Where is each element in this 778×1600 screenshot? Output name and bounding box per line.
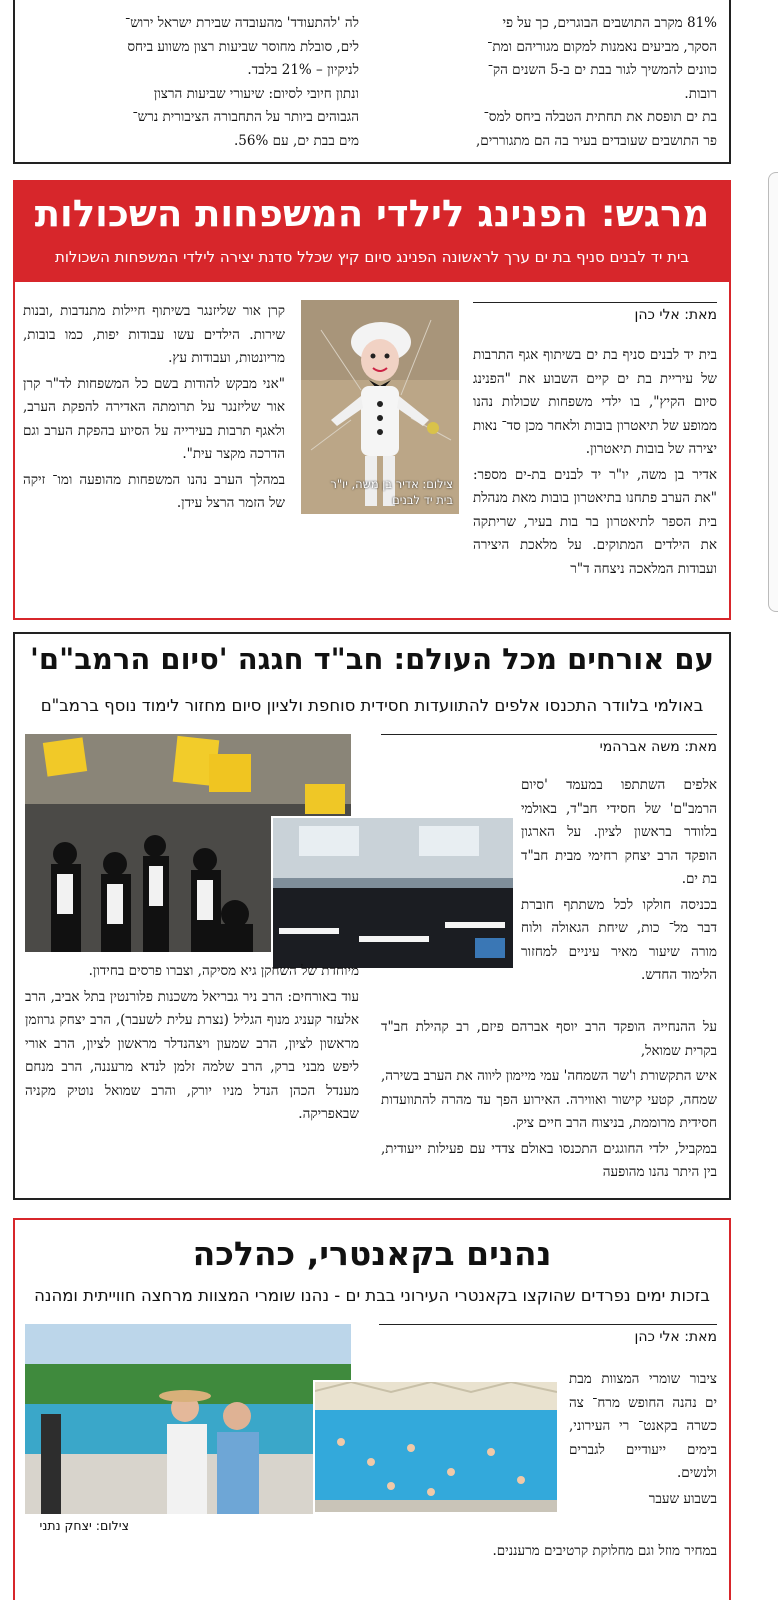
- top-article-col-left: לה 'להתעודד' מהעובדה שבירת ישראל ירוש־ לים, סובלת מחוסר שביעות רצון משווע ביחס לניקיון – 21% בלבד. ונתון חיובי לסיום: שיעורי שביעות הרצון הגבוהים ביותר על התחבורה הציבורית נרש־ מים בבת ים, עם 56%.: [125, 15, 359, 149]
- article-col-left: מיוחדת של השחקן גיא מסיקה, וצברו פרסים בחידון. עוד באורחים: הרב ניר גבריאל משכנות פלורנטין בתל אביב, הרב אלעזר קעניג מנוף הגליל (נצרת עלית לשעבר), הרב יצחק גרוזמן מראשון לציון, הרב שמעון ויצהנדלר מראשון לציון, הרב אורי ליפש מבני ברק, הרב שלמה זלמן לנדא מרעננה, הרב מנחם מענדל הכהן הנדל מניו יורק, והרב שמואל נוטיק מקניה שבאפריקה.: [25, 963, 359, 1122]
- pool-photo-right: [313, 1380, 559, 1514]
- top-article-col-right: 81% מקרב התושבים הבוגרים, כך על פי הסקר, מביעים נאמנות למקום מגוריהם ומת־ כוונים להמשיך לגור בבת ים ב-5 השנים הק־ רובות. בת ים תופסת את תחתית הטבלה ביחס למס־ פר התושבים שעובדים בעיר בה הם מתגוררים,: [476, 15, 717, 149]
- pool-photo-left: [25, 1324, 351, 1514]
- article-subhead: בזכות ימים נפרדים שהוקצו בקאנטרי העירוני בבת ים - נהנו שומרי המצוות מרחצה חווייתית ומהנה: [34, 1286, 710, 1305]
- article-bottom-line: במחיר מוזל וגם מחלוקת קרטיבים מרעננים.: [492, 1543, 717, 1559]
- photo-credit: צילום: אדיר בן משה, יו"ר בית יד לבנים: [330, 477, 453, 507]
- top-article-box: [13, 0, 731, 164]
- article-byline: מאת: אלי כהן: [473, 302, 717, 323]
- article-headline: נהנים בקאנטרי, כהלכה: [192, 1234, 552, 1273]
- article-happening-box: [13, 180, 731, 620]
- hall-illustration: [271, 818, 513, 970]
- article-col-right: ציבור שומרי המצוות מבת ים נהנה החופש מרח־ צה כשרה בקאנט־ רי העירוני, בימים ייעודיים לגברים ולנשים. בשבוע שעבר: [569, 1371, 717, 1507]
- article-chabad-box: [13, 632, 731, 1200]
- article-headline: מרגש: הפנינג לילדי המשפחות השכולות: [34, 192, 710, 235]
- puppet-photo: [301, 300, 459, 514]
- photo-credit: צילום: יצחק נתני: [39, 1518, 129, 1533]
- article-byline: מאת: אלי כהן: [379, 1324, 717, 1345]
- article-col-right-narrow: אלפים השתתפו במעמד 'סיום הרמב"ם' של חסידי חב"ד, באולמי בלוודר בראשון לציון. על הארגון הופקד הרב יצחק רחימי מבית חב"ד בת ים. בכניסה חולקו לכל משתתף חוברת דבר מל־ כות, שיחת הגאולה ולוח מורה שיעור מאיר עיניים למחזור הלימוד החדש.: [521, 777, 717, 983]
- headline-banner: [15, 182, 729, 282]
- article-subhead: בית יד לבנים סניף בת ים ערך לראשונה הפנינג סיום קיץ שכלל סדנת יצירה לילדי המשפחות השכולות: [54, 248, 689, 266]
- pool-swimmers-illustration: [313, 1382, 557, 1514]
- event-photo-hall: [271, 816, 515, 970]
- article-subhead: באולמי בלוודר התכנסו אלפים להתוועדות חסידית סוחפת ולציון סיום מחזור לימוד נוסף ברמב"ם: [40, 696, 704, 715]
- article-headline: עם אורחים מכל העולם: חב"ד חגגה 'סיום הרמב"ם': [30, 642, 714, 676]
- article-country-club-box: [13, 1218, 731, 1600]
- article-col-right: בית יד לבנים סניף בת ים בשיתוף אגף התרבות של עיריית בת ים קיים השבוע את "הפנינג סיום הקיץ", בו ילדי משפחות שכולות נהנו ממופע של תיאטרון בובות ולאחר מכן סד־ נאות יצירה של בובות תיאטרון. אדיר בן משה, יו"ר יד לבנים בת-ים מספר: "את הערב פתחנו בתיאטרון בובות מאת מנהלת בית הספר לתיאטרון בר בות בעיר, שריתקה את הילדים המתוקים. על מלאכת היצירה ועבודות המלאכה ניצחה ד"ר: [473, 347, 717, 577]
- article-col-left: קרן אור שליזנגר בשיתוף חיילות מתנדבות ,ובנות שירות. הילדים עשו עבודות יפות, כמו בובות, מריונטות, ועבודות עץ. "אני מבקש להודות בשם כל המשפחות לד"ר קרן אור שליזנגר על תרומתה האדירה להפקת הערב, ולאגף תרבות בעירייה על הסיוע בהפקת הערב וגם הדרכה מקצר עית". במהלך הערב נהנו המשפחות מהופעה ומו־ זיקה של הזמר הרצל עידן.: [23, 303, 285, 511]
- scroll-edge-tab[interactable]: [768, 172, 778, 612]
- article-byline: מאת: משה אברהמי: [381, 734, 717, 755]
- pool-people-illustration: [25, 1324, 351, 1514]
- article-col-right-wide: על ההנחייה הופקד הרב יוסף אברהם פיזם, רב קהילת חב"ד בקרית שמואל, איש התקשורת ו'שר השמחה' עמי מיימון ליווה את הערב בשירה, שמחה, קטעי קישור ואווירה. האירוע הפך עד מהרה להתוועדות חסידית מרוממת, בניצוח הרב חיים ציק. במקביל, ילדי החוגגים התכנסו באולם צדדי עם פעילות ייעודית, בין היתר נהנו מהופעה: [381, 1019, 717, 1180]
